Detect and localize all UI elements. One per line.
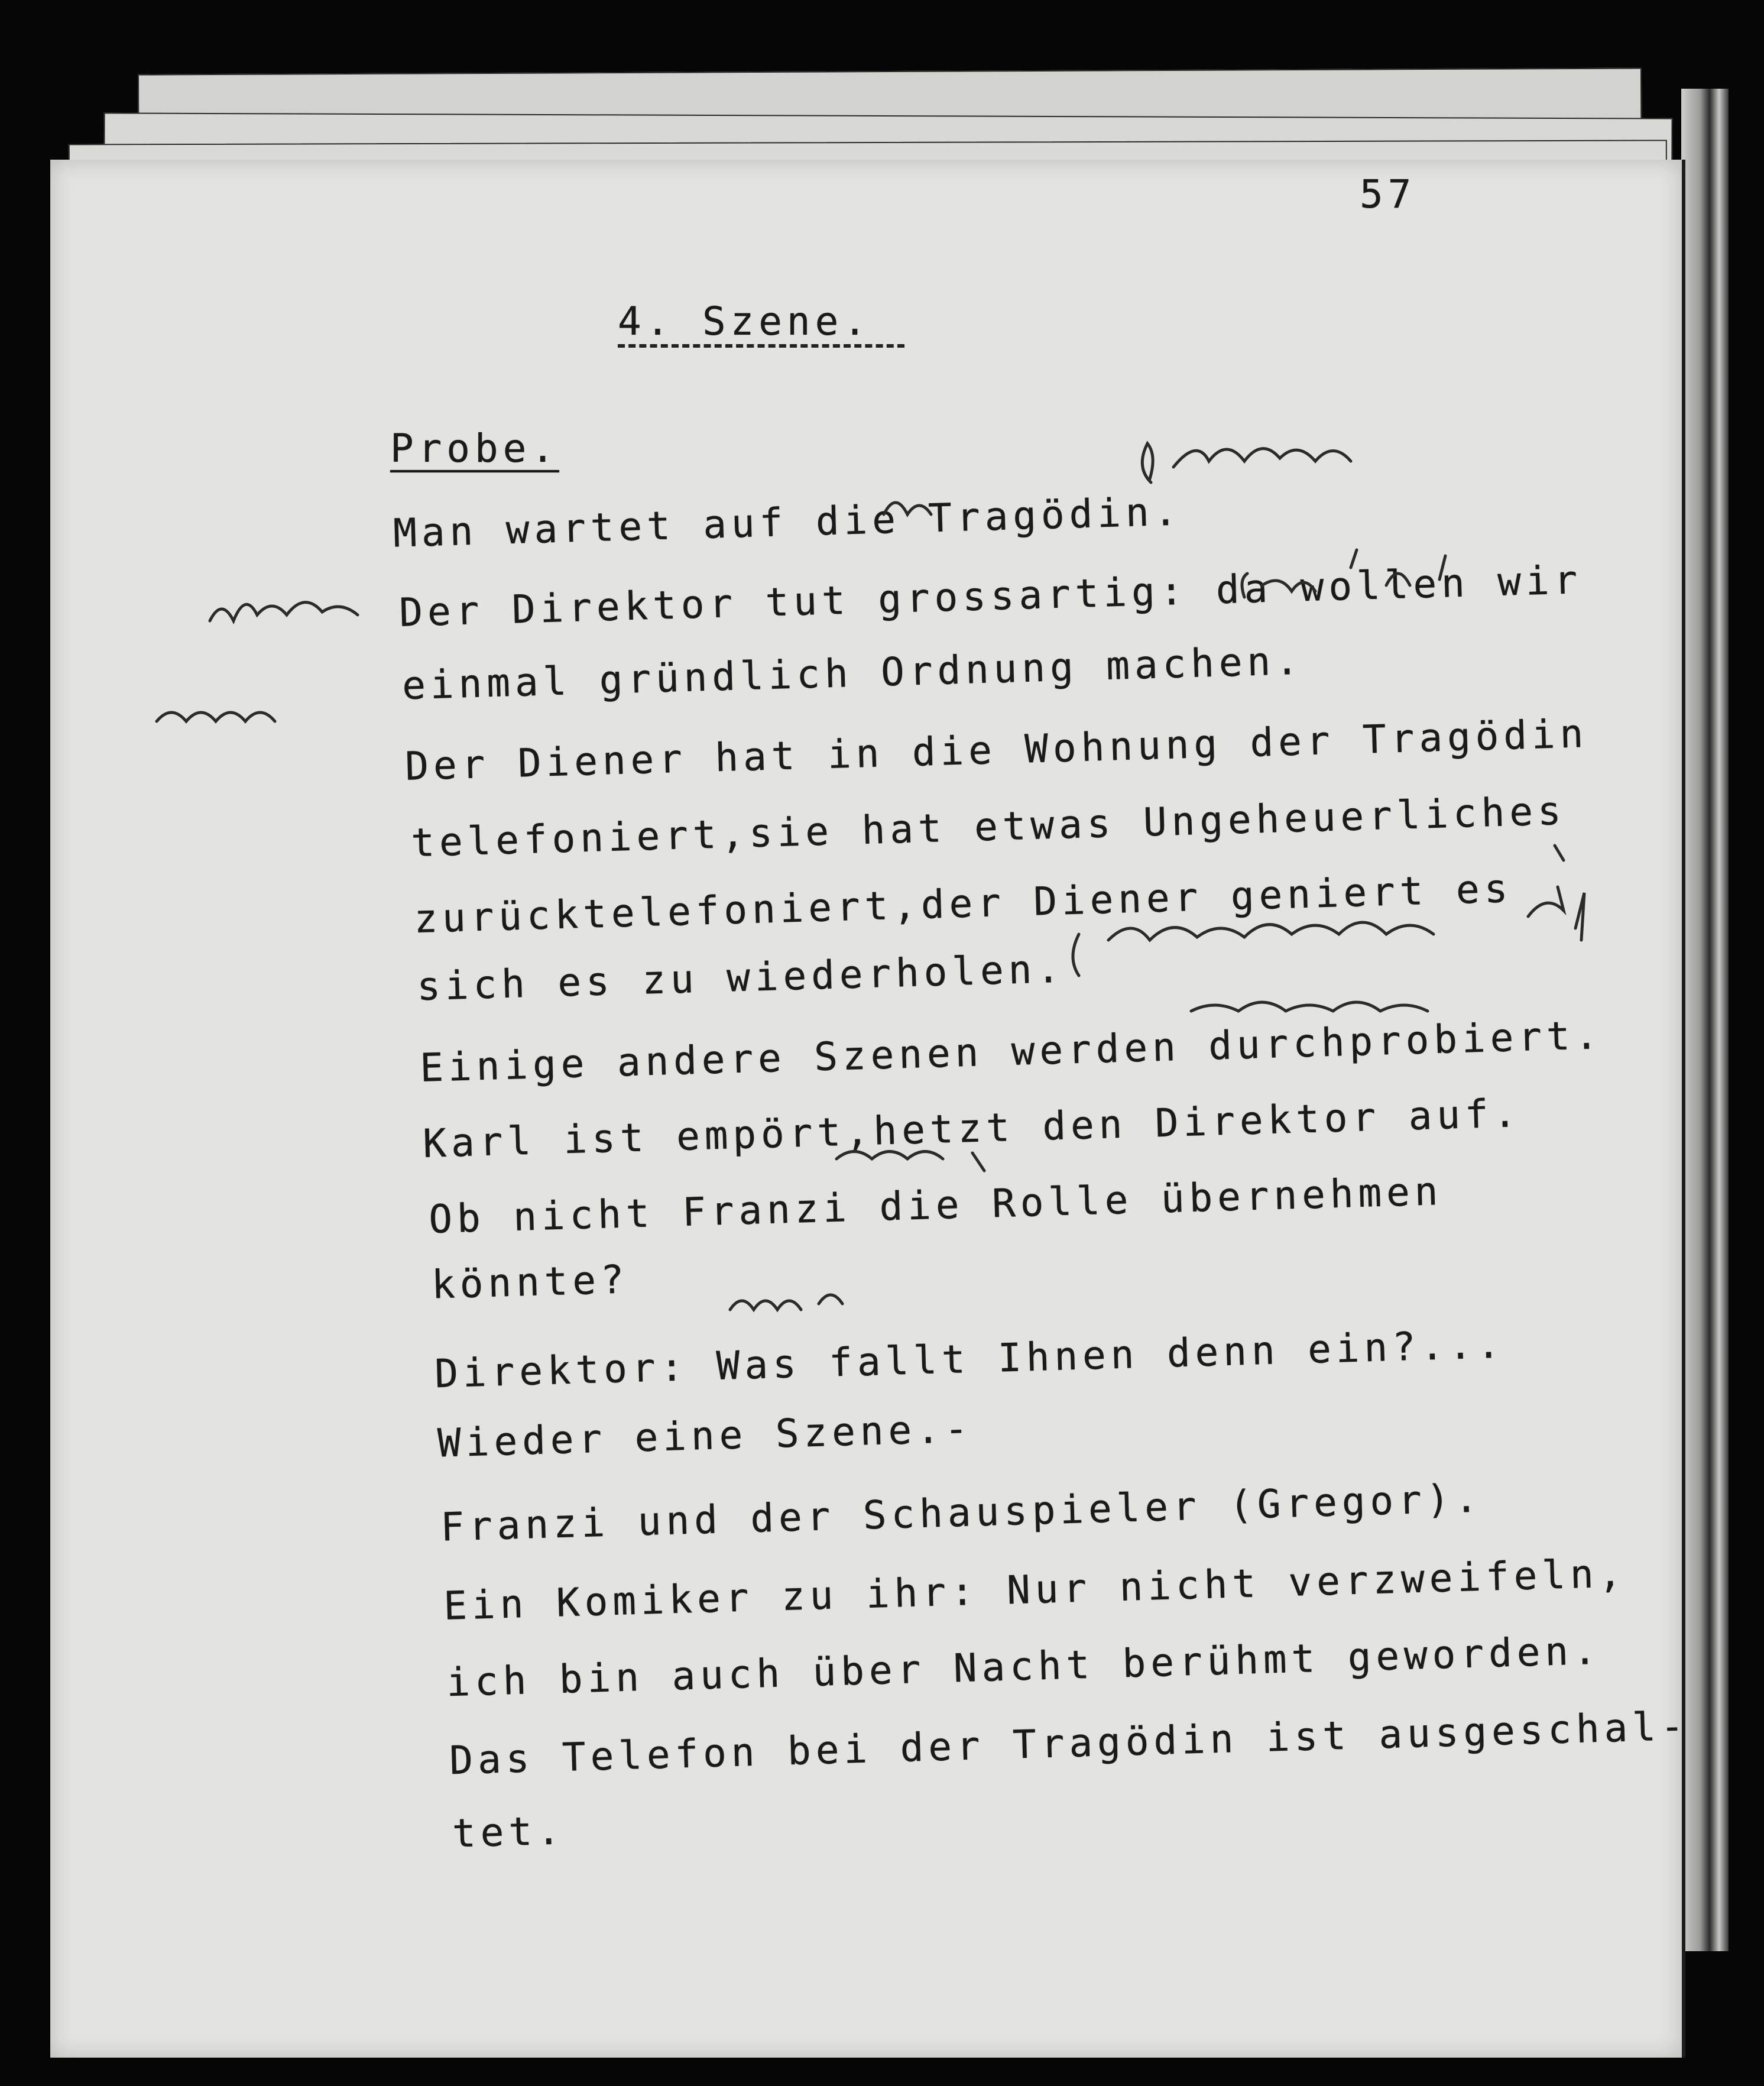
text-line: ich bin auch über Nacht berühmt geworden. <box>446 1627 1602 1706</box>
handwritten-annotations <box>50 160 1682 2058</box>
text-line: Das Telefon bei der Tragödin ist ausgeschal- <box>449 1703 1690 1784</box>
text-line: tet. <box>451 1808 566 1857</box>
text-line: könnte? <box>430 1256 630 1308</box>
text-line: telefoniert,sie hat etwas Ungeheuerliches <box>410 788 1567 866</box>
text-line: einmal gründlich Ordnung machen. <box>401 637 1304 709</box>
text-line: Probe. <box>390 426 559 471</box>
page-number: 57 <box>1360 171 1416 217</box>
text-line: sich es zu wiederholen. <box>416 945 1065 1010</box>
scene-heading: 4. Szene. <box>618 299 871 344</box>
text-line: Man wartet auf die Tragödin. <box>393 488 1183 556</box>
text-line: Direktor: Was fallt Ihnen denn ein?... <box>434 1321 1506 1397</box>
text-line: Wieder eine Szene.- <box>437 1405 974 1466</box>
text-line: Ob nicht Franzi die Rolle übernehmen <box>428 1168 1444 1242</box>
text-line: Einige andere Szenen werden durchprobiert. <box>419 1012 1604 1091</box>
text-line: Ein Komiker zu ihr: Nur nicht verzweifeln, <box>443 1550 1627 1629</box>
text-line: zurücktelefoniert,der Diener geniert es <box>413 866 1513 942</box>
text-line: Franzi und der Schauspieler (Gregor). <box>440 1475 1483 1550</box>
text-line: Karl ist empört,hetzt den Direktor auf. <box>422 1090 1522 1167</box>
pen-scribbles <box>157 443 1584 1310</box>
stacked-page-edges <box>1681 89 1729 1951</box>
manuscript-page <box>50 160 1690 2058</box>
text-line: Der Direktor tut grossartig: da wollen wir <box>398 557 1583 636</box>
text-line: Der Diener hat in die Wohnung der Tragödin <box>404 711 1589 789</box>
